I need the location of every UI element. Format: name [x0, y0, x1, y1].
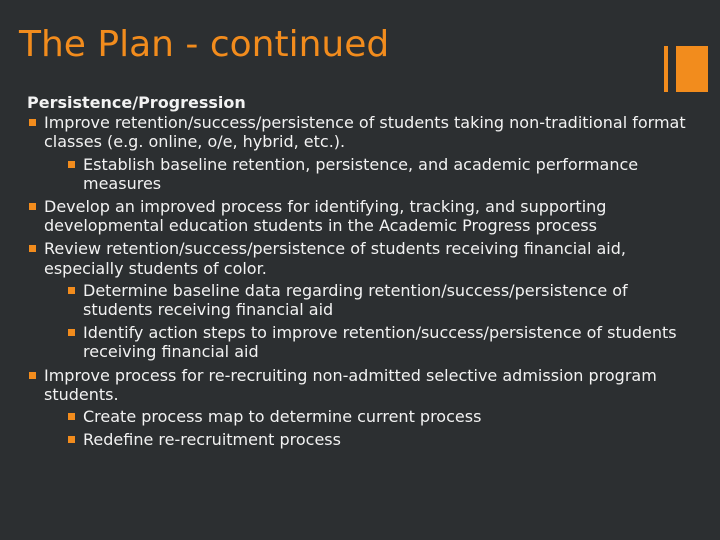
bullet-item: [27, 197, 695, 235]
square-bullet-icon: [68, 436, 75, 443]
slide-body: [27, 92, 695, 453]
accent-bar-thin: [664, 46, 668, 92]
square-bullet-icon: [29, 203, 36, 210]
square-bullet-icon: [29, 372, 36, 379]
bullet-text: Review retention/success/persistence of students receiving financial aid, especially students of color.: [44, 239, 626, 278]
square-bullet-icon: [29, 119, 36, 126]
bullet-text: Improve process for re-recruiting non-admitted selective admission program students.: [44, 365, 657, 404]
sub-bullet-item: [66, 430, 695, 449]
square-bullet-icon: [68, 287, 75, 294]
sub-bullet-text: Establish baseline retention, persistence, and academic performance measures: [83, 154, 639, 193]
sub-bullet-text: Determine baseline data regarding retention/success/persistence of students receiving financial aid: [83, 280, 628, 320]
bullet-text: Improve retention/success/persistence of students taking non-traditional format classes (e.g. online, o/e, hybrid, etc.).: [44, 113, 686, 152]
square-bullet-icon: [68, 329, 75, 336]
section-heading: Persistence/Progression: [27, 93, 246, 112]
sub-bullet-text: Create process map to determine current process: [83, 407, 482, 427]
sub-bullet-item: [66, 281, 695, 319]
bullet-item: [27, 366, 695, 450]
square-bullet-icon: [68, 413, 75, 420]
sub-bullet-item: [66, 407, 695, 426]
square-bullet-icon: [68, 161, 75, 168]
slide-title: The Plan - continued: [19, 24, 390, 65]
bullet-item: [27, 239, 695, 361]
bullet-item: [27, 113, 695, 193]
accent-bar-thick: [676, 46, 708, 92]
square-bullet-icon: [29, 245, 36, 252]
sub-bullet-text: Redefine re-recruitment process: [83, 430, 341, 450]
sub-bullet-item: [66, 155, 695, 193]
bullet-text: Develop an improved process for identifying, tracking, and supporting developmental education students in the Academic Progress process: [44, 197, 607, 236]
sub-bullet-text: Identify action steps to improve retention/success/persistence of students receiving financial aid: [83, 323, 677, 362]
sub-bullet-item: [66, 323, 695, 361]
